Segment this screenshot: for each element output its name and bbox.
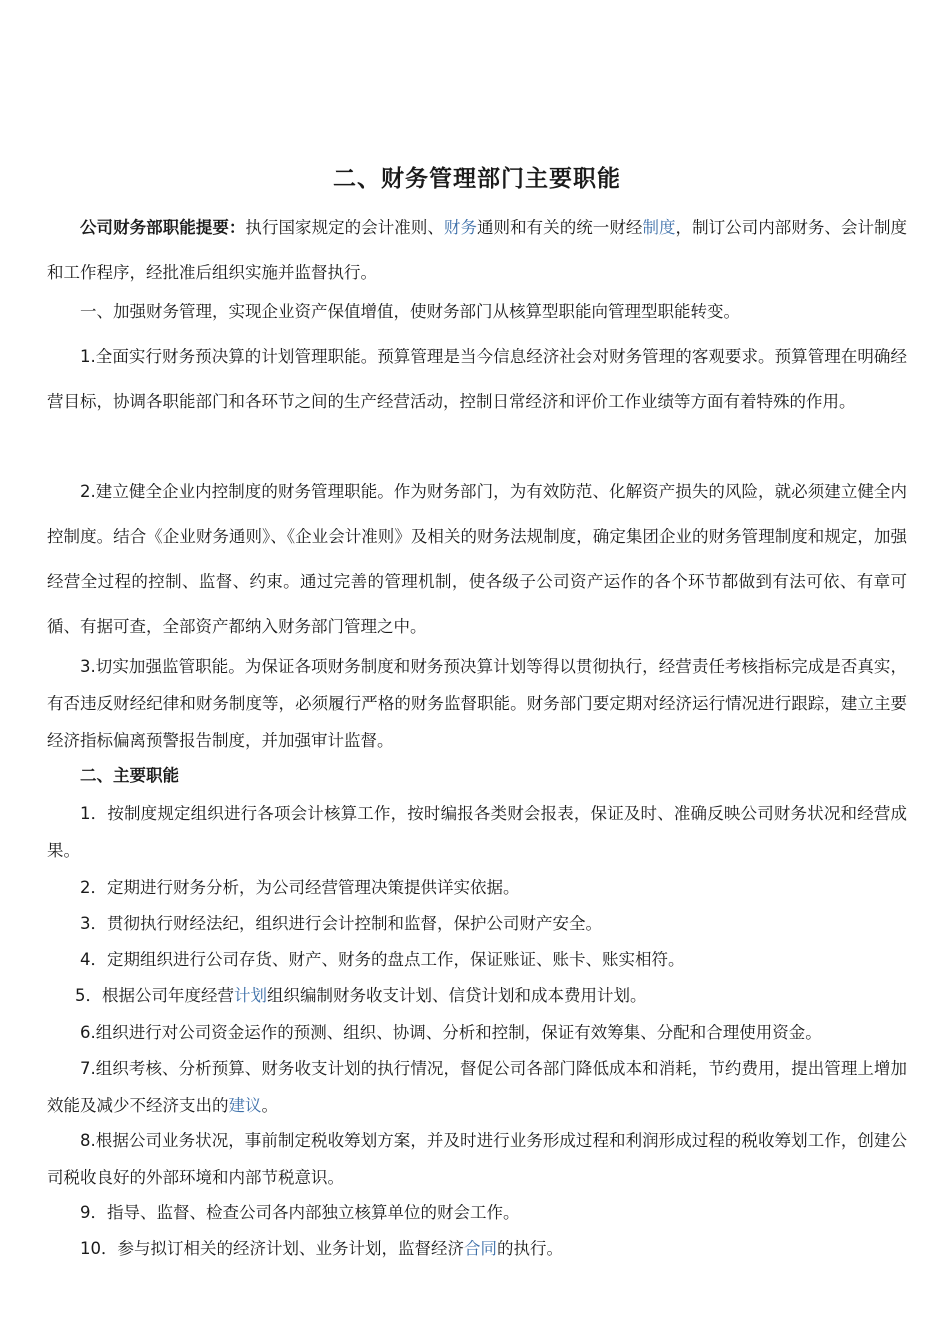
duty-item-5 xyxy=(47,977,907,1014)
section1-heading: 一、加强财务管理，实现企业资产保值增值，使财务部门从核算型职能向管理型职能转变。 xyxy=(80,302,740,321)
section1-item-3: 3.切实加强监管职能。为保证各项财务制度和财务预决算计划等得以贯彻执行，经营责任考核指标完成是否真实，有否违反财经纪律和财务制度等，必须履行严格的财务监督职能。财务部门要定期对经济运行情况进行跟踪，建立主要经济指标偏离预警报告制度，并加强审计监督。 xyxy=(47,657,907,750)
duty-item-2: 2．定期进行财务分析，为公司经营管理决策提供详实依据。 xyxy=(80,878,520,897)
link-system[interactable]: 制度 xyxy=(642,218,676,237)
intro-text-3: ，制订公司内部财务、会计制度和工作程序，经批准后组织实施并监督执行。 xyxy=(47,218,908,282)
duty-10-text-2: 的执行。 xyxy=(497,1239,563,1258)
page-title: 二、财务管理部门主要职能 xyxy=(333,166,621,192)
link-contract[interactable]: 合同 xyxy=(464,1239,497,1258)
section2-heading: 二、主要职能 xyxy=(80,766,179,785)
link-plan[interactable]: 计划 xyxy=(234,986,267,1005)
intro-text-2: 通则和有关的统一财经 xyxy=(477,218,643,237)
duty-item-7 xyxy=(47,1050,907,1124)
duty-7-text-1: 7.组织考核、分析预算、财务收支计划的执行情况，督促公司各部门降低成本和消耗，节约费用，提出管理上增加效能及减少不经济支出的 xyxy=(47,1059,907,1115)
duty-item-10 xyxy=(47,1230,907,1267)
link-suggestion[interactable]: 建议 xyxy=(228,1096,262,1115)
duty-item-4: 4．定期组织进行公司存货、财产、财务的盘点工作，保证账证、账卡、账实相符。 xyxy=(80,950,685,969)
link-finance[interactable]: 财务 xyxy=(443,218,478,237)
duty-item-8: 8.根据公司业务状况，事前制定税收筹划方案，并及时进行业务形成过程和利润形成过程的税收筹划工作，创建公司税收良好的外部环境和内部节税意识。 xyxy=(47,1131,907,1187)
duty-7-text-2: 。 xyxy=(261,1096,278,1115)
duty-item-6: 6.组织进行对公司资金运作的预测、组织、协调、分析和控制，保证有效筹集、分配和合理使用资金。 xyxy=(80,1023,822,1042)
duty-10-text-1: 10．参与拟订相关的经济计划、业务计划，监督经济 xyxy=(80,1239,464,1258)
duty-5-text-1: 5．根据公司年度经营 xyxy=(75,986,234,1005)
intro-label: 公司财务部职能提要： xyxy=(80,218,246,237)
intro-paragraph xyxy=(47,205,907,295)
duty-item-1: 1．按制度规定组织进行各项会计核算工作，按时编报各类财会报表，保证及时、准确反映公司财务状况和经营成果。 xyxy=(47,804,907,860)
intro-text-1: 执行国家规定的会计准则、 xyxy=(245,218,444,237)
duty-5-text-2: 组织编制财务收支计划、信贷计划和成本费用计划。 xyxy=(267,986,647,1005)
section1-item-2: 2.建立健全企业内控制度的财务管理职能。作为财务部门，为有效防范、化解资产损失的风险，就必须建立健全内控制度。结合《企业财务通则》、《企业会计准则》及相关的财务法规制度，确定集团企业的财务管理制度和规定，加强经营全过程的控制、监督、约束。通过完善的管理机制，使各级子公司资产运作的各个环节都做到有法可依、有章可循、有据可查，全部资产都纳入财务部门管理之中。 xyxy=(47,482,907,636)
duty-item-9: 9．指导、监督、检查公司各内部独立核算单位的财会工作。 xyxy=(80,1203,520,1222)
section1-item-1: 1.全面实行财务预决算的计划管理职能。预算管理是当今信息经济社会对财务管理的客观要求。预算管理在明确经营目标，协调各职能部门和各环节之间的生产经营活动，控制日常经济和评价工作业绩等方面有着特殊的作用。 xyxy=(47,347,907,411)
duty-item-3: 3．贯彻执行财经法纪，组织进行会计控制和监督，保护公司财产安全。 xyxy=(80,914,602,933)
